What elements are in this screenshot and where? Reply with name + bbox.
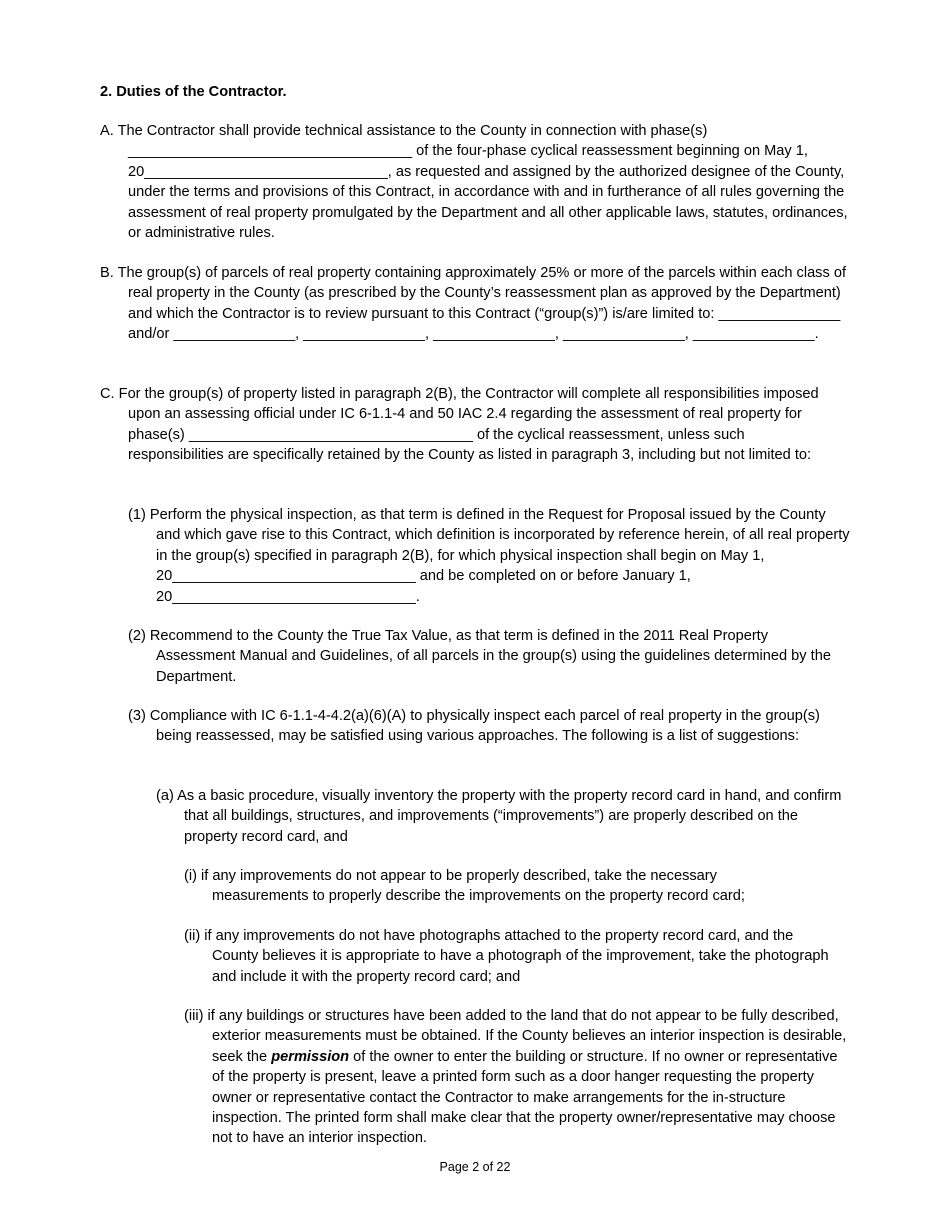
paragraph-iii-text-start: (iii) if any buildings or structures have been added to the land that do not appear to be fully described, exterior measurements must be obtained. If the County believes an interior inspection is desirable, seek the xyxy=(184,1008,847,1065)
paragraph-c-2: (2) Recommend to the County the True Tax Value, as that term is defined in the 2011 Real Property Assessment Manual and Guidelines, of all parcels in the group(s) using the guidelines determined by the Department. xyxy=(128,628,831,685)
paragraph-c-3-a-i: (i) if any improvements do not appear to be properly described, take the necessary measurements to properly describe the improvements on the property record card; xyxy=(184,868,745,905)
paragraph-c: C. For the group(s) of property listed in paragraph 2(B), the Contractor will complete all responsibilities imposed upon an assessing official under IC 6-1.1-4 and 50 IAC 2.4 regarding the assessment of real property for phase(s) ___________________________________ of the cyclical reassessment, unless such responsibilities are specifically retained by the County as listed in paragraph 3, including but not limited to: xyxy=(100,386,819,464)
paragraph-c-3-a-iii xyxy=(184,1006,852,1149)
paragraph-iii-text-end: of the owner to enter the building or structure. If no owner or representative of the property is present, leave a printed form such as a door hanger requesting the property owner or representative contact the Contractor to make arrangements for the in-structure inspection. The printed form shall make clear that the property owner/representative may choose not to have an interior inspection. xyxy=(212,1048,838,1147)
paragraph-c-3-a: (a) As a basic procedure, visually inventory the property with the property record card in hand, and confirm that all buildings, structures, and improvements (“improvements”) are properly described on the property record card, and xyxy=(156,788,842,845)
section-heading: 2. Duties of the Contractor. xyxy=(100,84,287,100)
paragraph-c-1: (1) Perform the physical inspection, as that term is defined in the Request for Proposal issued by the County and which gave rise to this Contract, which definition is incorporated by reference herein, of all real property in the group(s) specified in paragraph 2(B), for which physical inspection shall begin on May 1, 20______________________________ and be completed on or before January 1, 20______________________________. xyxy=(128,507,850,605)
permission-emphasis: permission xyxy=(271,1048,350,1065)
paragraph-b: B. The group(s) of parcels of real property containing approximately 25% or more of the parcels within each class of real property in the County (as prescribed by the County’s reassessment plan as approved by the Department) and which the Contractor is to review pursuant to this Contract (“group(s)”) is/are limited to: _______________ and/or _______________, _______________, _______________, _______________, _______________. xyxy=(100,265,847,343)
page-number: Page 2 of 22 xyxy=(439,1160,511,1174)
paragraph-c-3-a-ii: (ii) if any improvements do not have photographs attached to the property record card, and the County believes it is appropriate to have a photograph of the improvement, take the photograph and include it with the property record card; and xyxy=(184,928,829,985)
paragraph-c-3: (3) Compliance with IC 6-1.1-4-4.2(a)(6)(A) to physically inspect each parcel of real property in the group(s) being reassessed, may be satisfied using various approaches. The following is a list of suggestions: xyxy=(128,708,820,745)
paragraph-a: A. The Contractor shall provide technical assistance to the County in connection with phase(s) ___________________________________ of the four-phase cyclical reassessment beginning on May 1, 20______________________________, as requested and assigned by the authorized designee of the County, under the terms and provisions of this Contract, in accordance with and in furtherance of all rules governing the assessment of real property promulgated by the Department and all other applicable laws, statutes, ordinances, or administrative rules. xyxy=(100,123,848,242)
